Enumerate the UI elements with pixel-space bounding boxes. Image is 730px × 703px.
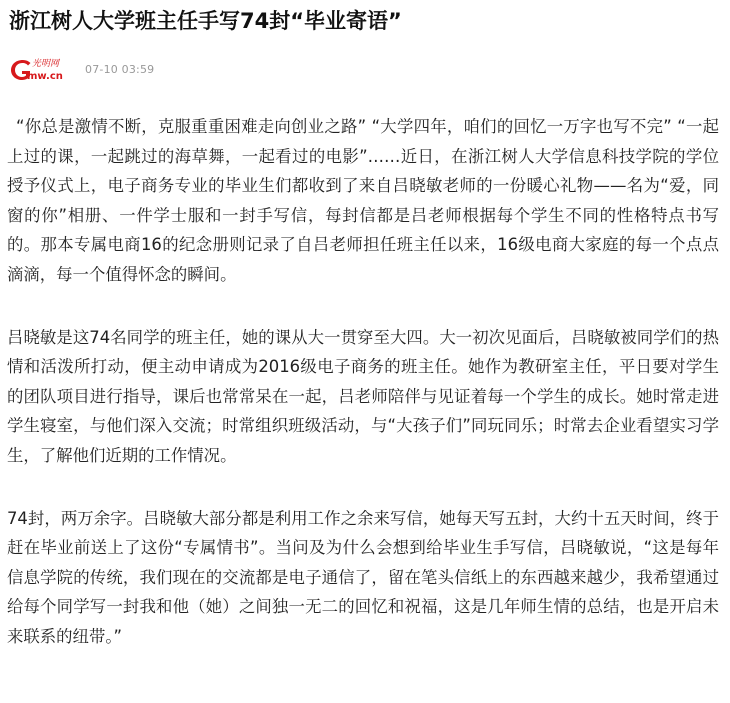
article-body (7, 112, 719, 685)
gmw-logo-chinese: 光明网 (32, 59, 60, 69)
article-paragraph: “你总是激情不断，克服重重困难走向创业之路” “大学四年，咱们的回忆一万字也写不完” “一起上过的课，一起跳过的海草舞，一起看过的电影”……近日，在浙江树人大学信息科技学院的学位授予仪式上，电子商务专业的毕业生们都收到了来自吕晓敏老师的一份暖心礼物——名为“爱，同窗的你”相册、一件学士服和一封手写信，每封信都是吕老师根据每个学生不同的性格特点书写的。那本专属电商16的纪念册则记录了自吕老师担任班主任以来，16级电商大家庭的每一个点点滴滴，每一个值得怀念的瞬间。 (7, 117, 719, 284)
article-meta (9, 54, 154, 84)
gmw-logo[interactable] (9, 55, 77, 83)
publish-date: 07-10 03:59 (85, 62, 155, 76)
article-paragraph: 74封，两万余字。吕晓敏大部分都是利用工作之余来写信，她每天写五封，大约十五天时间，终于赶在毕业前送上了这份“专属情书”。当问及为什么会想到给毕业生手写信，吕晓敏说，“这是每年信息学院的传统，我们现在的交流都是电子通信了，留在笔头信纸上的东西越来越少，我希望通过给每个同学写一封我和他（她）之间独一无二的回忆和祝福，这是几年师生情的总结，也是开启未来联系的纽带。” (7, 508, 719, 646)
gmw-logo-domain: mw.cn (27, 71, 63, 82)
article-title: 浙江树人大学班主任手写74封“毕业寄语” (9, 9, 402, 33)
article-paragraph: 吕晓敏是这74名同学的班主任，她的课从大一贯穿至大四。大一初次见面后，吕晓敏被同学们的热情和活泼所打动，便主动申请成为2016级电子商务的班主任。她作为教研室主任，平日要对学生的团队项目进行指导，课后也常常呆在一起，吕老师陪伴与见证着每一个学生的成长。她时常走进学生寝室，与他们深入交流；时常组织班级活动，与“大孩子们”同玩同乐；时常去企业看望实习学生，了解他们近期的工作情况。 (7, 327, 719, 465)
